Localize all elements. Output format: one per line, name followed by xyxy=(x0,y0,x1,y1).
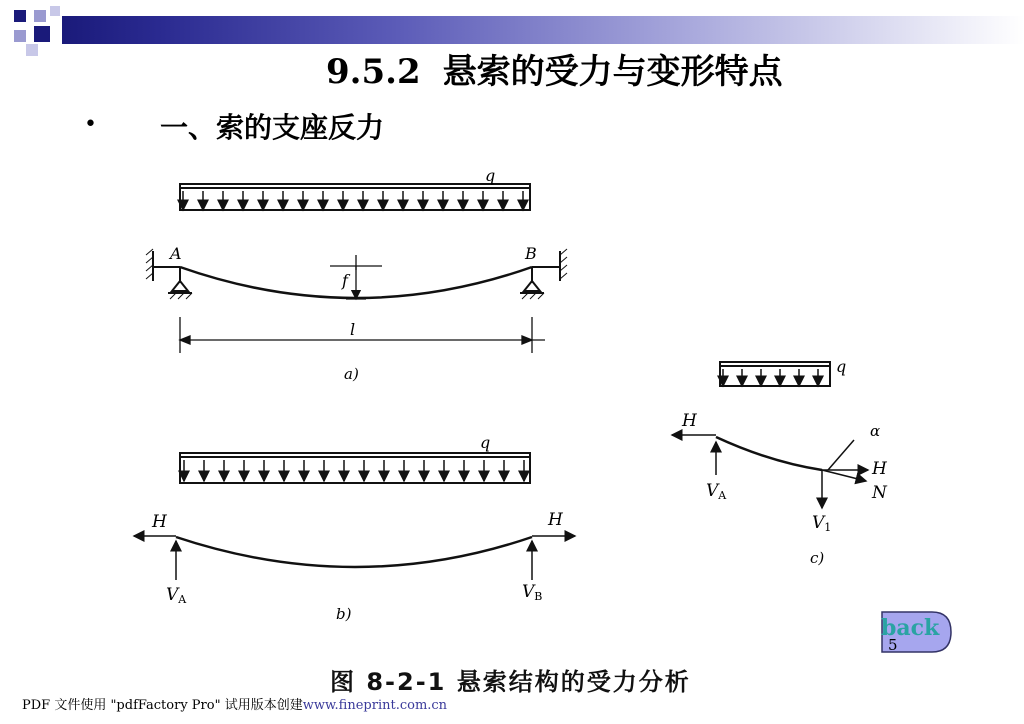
header-square xyxy=(50,6,60,16)
load-q-c xyxy=(720,362,830,386)
label-VA-c: VA xyxy=(706,481,727,502)
load-q-a xyxy=(180,184,530,210)
label-alpha: α xyxy=(870,422,881,440)
footer-watermark xyxy=(22,694,447,713)
label-q-a: q xyxy=(485,166,496,185)
label-H-c-left: H xyxy=(682,411,697,431)
slide-header xyxy=(0,0,1024,44)
page-number: 5 xyxy=(888,636,898,654)
label-q-c: q xyxy=(836,357,847,376)
load-q-b xyxy=(180,453,530,483)
label-H-c-right: H xyxy=(872,459,887,479)
label-a-sub: a) xyxy=(344,365,359,383)
label-B: B xyxy=(525,244,537,263)
label-A: A xyxy=(170,244,182,263)
label-H-right: H xyxy=(548,510,563,530)
title-text: 悬索的受力与变形特点 xyxy=(442,52,783,92)
cable-c xyxy=(716,437,822,470)
page-title xyxy=(326,44,783,93)
span-dimension xyxy=(180,317,545,353)
footer-text: PDF 文件使用 "pdfFactory Pro" 试用版本创建 xyxy=(22,698,303,713)
header-square xyxy=(14,30,26,42)
label-H-left: H xyxy=(152,512,167,532)
cable-force-diagram xyxy=(120,155,720,700)
reactions-b xyxy=(134,536,575,580)
header-square xyxy=(14,10,26,22)
cable-b xyxy=(176,537,532,567)
reactions-c xyxy=(672,435,868,508)
label-c-sub: c) xyxy=(810,549,825,567)
sag-dimension xyxy=(330,255,382,299)
header-square xyxy=(26,44,38,56)
figure-caption: 图 8-2-1 悬索结构的受力分析 xyxy=(330,668,691,696)
back-button[interactable]: back xyxy=(881,615,940,641)
label-b-sub: b) xyxy=(336,605,352,623)
footer-url[interactable]: www.fineprint.com.cn xyxy=(302,698,448,713)
header-square xyxy=(34,10,46,22)
header-gradient-bar xyxy=(62,16,1024,44)
label-f: f xyxy=(342,271,348,290)
bullet-marker: • xyxy=(84,112,97,137)
label-N: N xyxy=(872,483,887,503)
label-VA: VA xyxy=(166,585,187,606)
label-V1: V1 xyxy=(812,513,832,534)
section-subtitle: 一、索的支座反力 xyxy=(160,111,385,144)
label-l: l xyxy=(350,320,356,339)
free-body-diagram-c xyxy=(660,350,910,580)
header-square xyxy=(34,26,50,42)
title-number: 9.5.2 xyxy=(326,52,421,92)
label-VB: VB xyxy=(522,582,543,603)
label-q-b: q xyxy=(480,433,491,452)
